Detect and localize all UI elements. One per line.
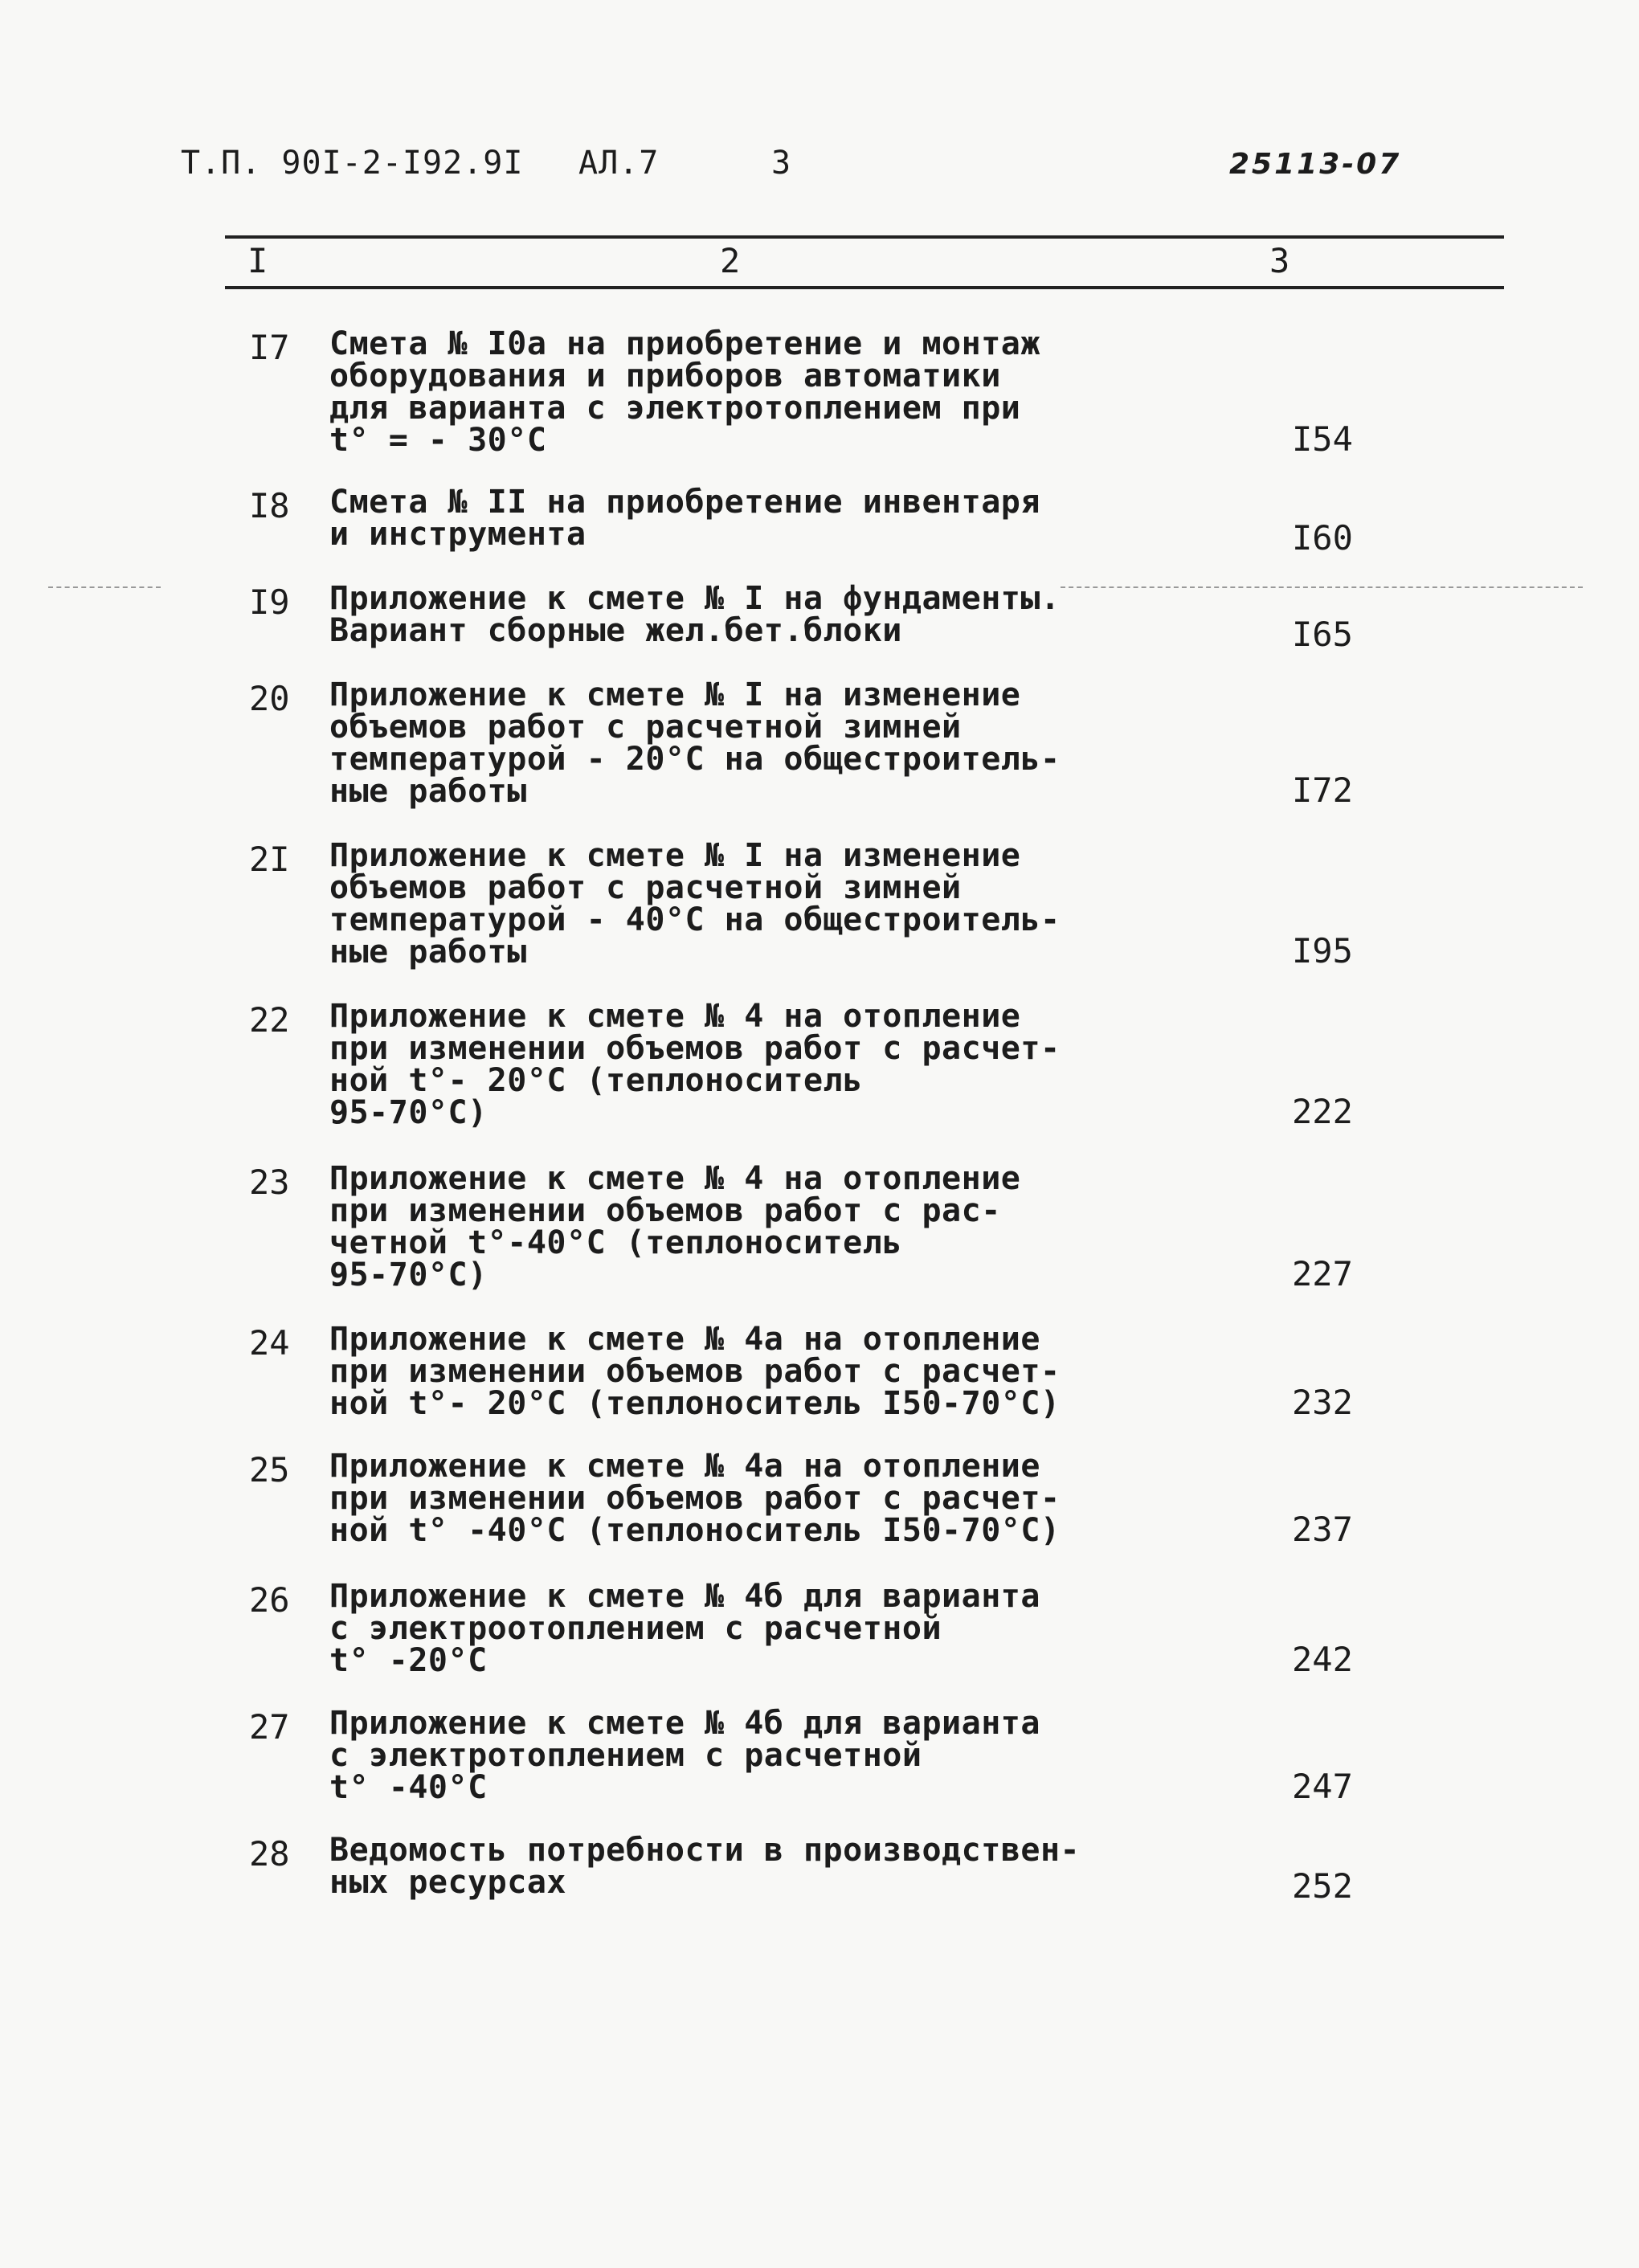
- row-page-number: 252: [1292, 1866, 1353, 1906]
- row-title-line: Приложение к смете № I на изменение: [329, 676, 1021, 713]
- column-header-number: I: [247, 241, 268, 280]
- row-title: [329, 1580, 1133, 1677]
- row-page-number: I95: [1292, 931, 1353, 971]
- row-title-line: t° -20°С: [329, 1642, 488, 1679]
- row-title-line: для варианта с электротоплением при: [329, 390, 1021, 427]
- row-page-number: 237: [1292, 1510, 1353, 1549]
- row-title-line: Смета № II на приобретение инвентаря: [329, 484, 1040, 521]
- row-title: [329, 837, 1133, 971]
- row-title-line: t° = - 30°С: [329, 422, 547, 459]
- row-title-line: Приложение к смете № 4 на отопление: [329, 1160, 1021, 1197]
- row-title-line: ной t°- 20°С (теплоноситель: [329, 1062, 863, 1099]
- column-header-page: 3: [1269, 241, 1290, 280]
- row-page-number: 242: [1292, 1640, 1353, 1679]
- row-title: [329, 676, 1133, 810]
- row-page-number: I65: [1292, 615, 1353, 654]
- row-title-line: с электротоплением с расчетной: [329, 1737, 922, 1774]
- row-title-line: ной t°- 20°С (теплоноситель I50-70°С): [329, 1385, 1061, 1422]
- row-title-line: Приложение к смете № 4б для варианта: [329, 1705, 1040, 1742]
- row-title-line: и инструмента: [329, 516, 587, 553]
- row-title-line: Ведомость потребности в производствен-: [329, 1832, 1081, 1869]
- row-title-line: температурой - 20°С на общестроитель-: [329, 741, 1061, 778]
- row-page-number: 222: [1292, 1092, 1353, 1131]
- row-title-line: Приложение к смете № I на фундаменты.: [329, 580, 1061, 617]
- row-number: 20: [249, 679, 290, 718]
- row-title-line: объемов работ с расчетной зимней: [329, 709, 962, 746]
- row-title: [329, 1707, 1133, 1804]
- row-title: [329, 1000, 1133, 1129]
- row-number: 24: [249, 1323, 290, 1363]
- row-title-line: Приложение к смете № 4а на отопление: [329, 1321, 1040, 1358]
- row-number: 22: [249, 1000, 290, 1040]
- row-page-number: I72: [1292, 770, 1353, 810]
- row-title: [329, 325, 1133, 459]
- column-header-title: 2: [720, 241, 741, 280]
- row-title-line: ных ресурсах: [329, 1864, 566, 1901]
- row-title-line: объемов работ с расчетной зимней: [329, 869, 962, 906]
- row-number: I7: [249, 328, 290, 367]
- row-title-line: ной t° -40°С (теплоноситель I50-70°С): [329, 1512, 1061, 1549]
- row-number: 28: [249, 1834, 290, 1874]
- row-page-number: I60: [1292, 518, 1353, 558]
- row-title-line: температурой - 40°С на общестроитель-: [329, 901, 1061, 938]
- row-title-line: Вариант сборные жел.бет.блоки: [329, 612, 902, 649]
- row-title-line: Приложение к смете № 4а на отопление: [329, 1448, 1040, 1485]
- row-page-number: 227: [1292, 1254, 1353, 1293]
- row-title: [329, 1160, 1133, 1293]
- row-title-line: при изменении объемов работ с расчет-: [329, 1480, 1061, 1517]
- row-title-line: Смета № I0а на приобретение и монтаж: [329, 325, 1040, 362]
- row-title-line: четной t°-40°С (теплоноситель: [329, 1224, 902, 1261]
- row-number: 26: [249, 1580, 290, 1620]
- row-title-line: оборудования и приборов автоматики: [329, 358, 1001, 394]
- document-code: Т.П. 90I-2-I92.9I: [181, 145, 524, 182]
- row-number: I9: [249, 582, 290, 622]
- row-number: I8: [249, 486, 290, 525]
- row-number: 23: [249, 1163, 290, 1202]
- page-number: 3: [771, 145, 792, 182]
- row-title: [329, 1832, 1133, 1901]
- row-number: 27: [249, 1707, 290, 1747]
- row-title-line: Приложение к смете № 4 на отопление: [329, 998, 1021, 1035]
- row-title: [329, 1323, 1133, 1420]
- row-title-line: Приложение к смете № 4б для варианта: [329, 1578, 1040, 1615]
- row-title-line: t° -40°С: [329, 1769, 488, 1806]
- row-title-line: при изменении объемов работ с расчет-: [329, 1030, 1061, 1067]
- album-label: АЛ.7: [578, 145, 660, 182]
- row-title-line: Приложение к смете № I на изменение: [329, 837, 1021, 874]
- row-title-line: ные работы: [329, 773, 527, 810]
- row-title: [329, 1450, 1133, 1547]
- row-title-line: ные работы: [329, 934, 527, 971]
- row-number: 25: [249, 1450, 290, 1490]
- row-number: 2I: [249, 840, 290, 879]
- row-title-line: при изменении объемов работ с расчет-: [329, 1353, 1061, 1390]
- handwritten-stamp: 25113-07: [1229, 148, 1402, 181]
- row-title-line: при изменении объемов работ с рас-: [329, 1192, 1001, 1229]
- row-page-number: I54: [1292, 419, 1353, 459]
- row-page-number: 232: [1292, 1383, 1353, 1422]
- row-page-number: 247: [1292, 1767, 1353, 1806]
- row-title-line: 95-70°С): [329, 1257, 488, 1293]
- row-title-line: 95-70°С): [329, 1094, 488, 1131]
- row-title-line: с электроотоплением с расчетной: [329, 1610, 942, 1647]
- row-title: [329, 484, 1133, 553]
- row-title: [329, 582, 1133, 647]
